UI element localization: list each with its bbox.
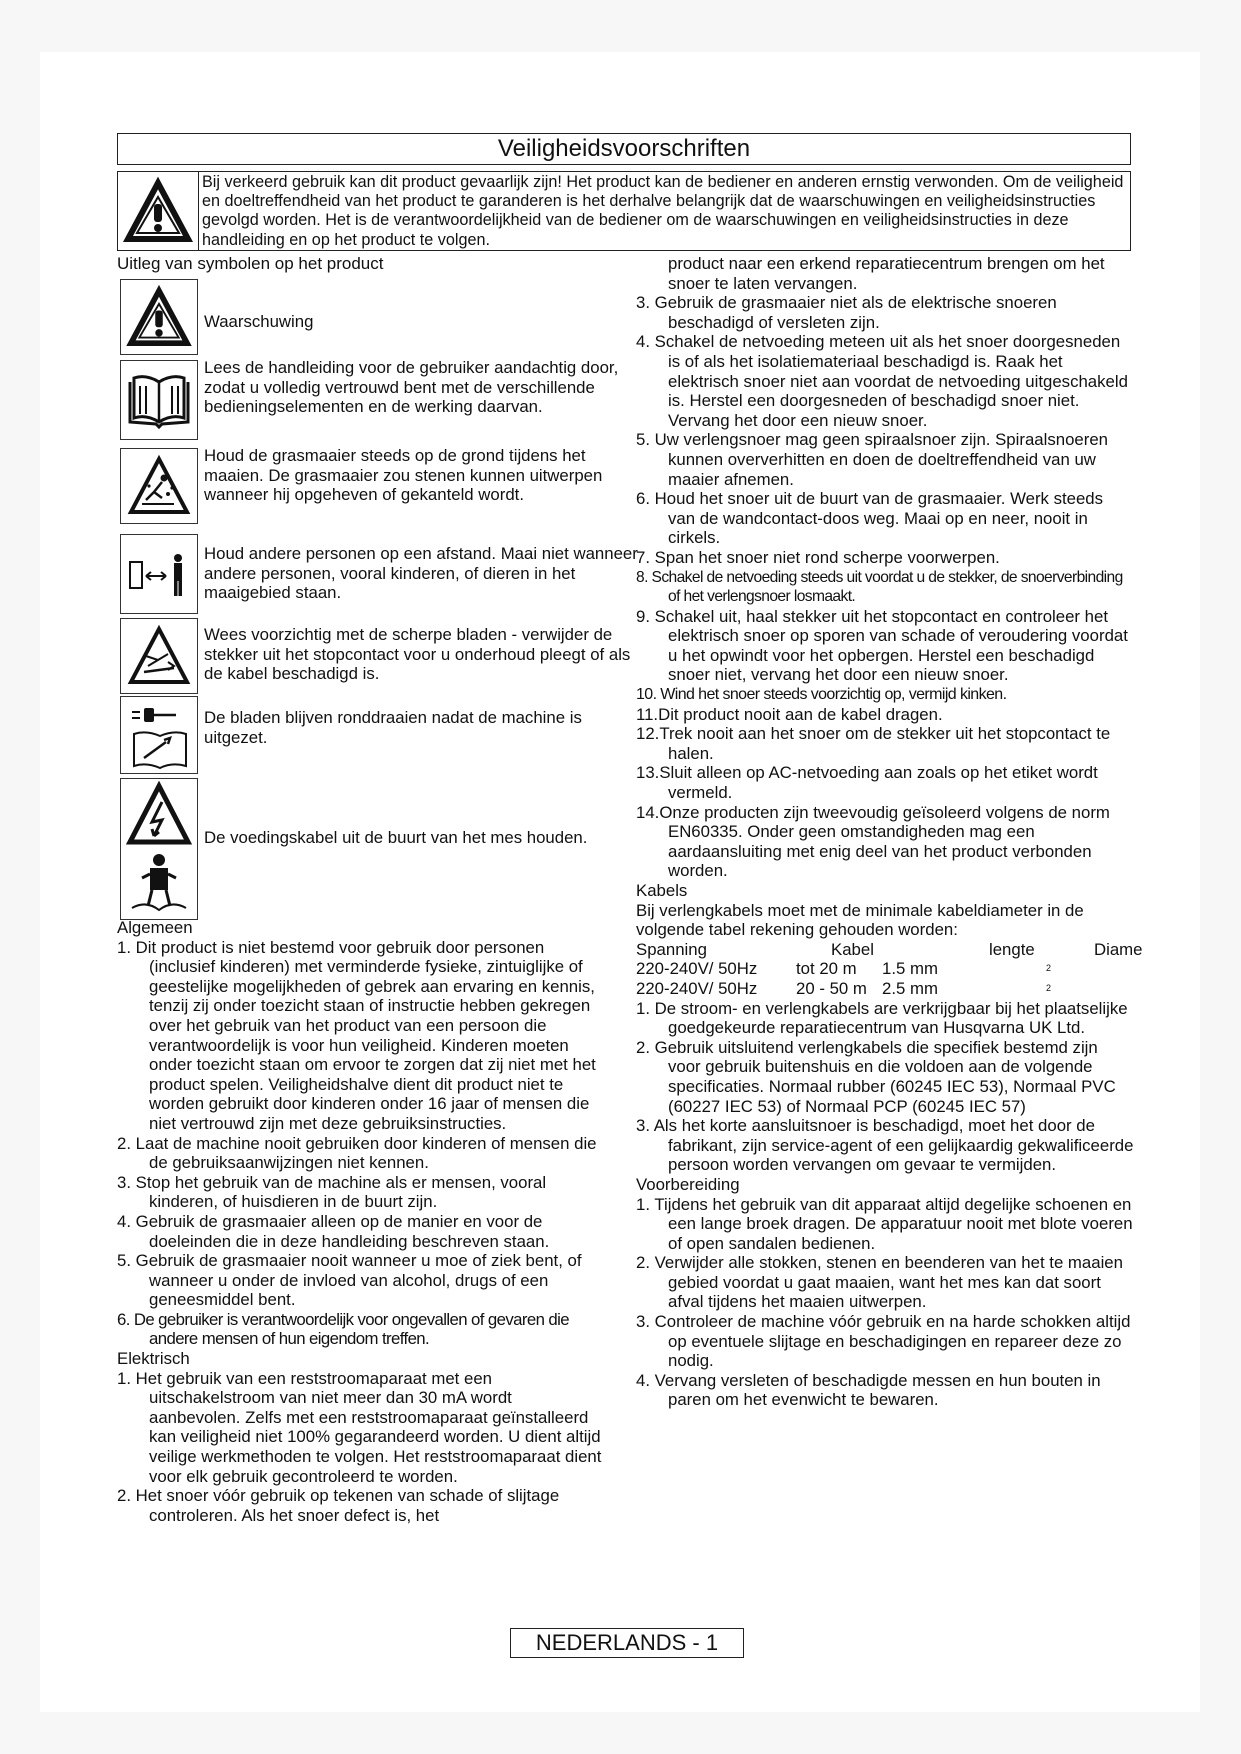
- symbol-text: Waarschuwing: [204, 312, 314, 331]
- list-item: 12.Trek nooit aan het snoer om de stekker uit het stopcontact te halen.: [636, 724, 1111, 763]
- list-item: 2. Gebruik uitsluitend verlengkabels die specifiek bestemd zijn voor gebruik buitenshuis en die voldoen aan de volgende specificaties. Normaal rubber (60245 IEC 53), Normaal PVC (60227 IEC 53) of Normaal PCP (60245 IEC 57): [636, 1037, 1116, 1116]
- list-item: 9. Schakel uit, haal stekker uit het stopcontact en controleer het elektrisch snoer op sporen van schade of veroudering voordat u het opwindt voor het opbergen. Herstel een beschadigd snoer niet, vervang het door een nieuw snoer.: [636, 606, 1128, 685]
- page-title: Veiligheidsvoorschriften: [117, 133, 1131, 165]
- open-book-icon: [120, 360, 198, 440]
- symbol-text: De voedingskabel uit de buurt van het mes houden.: [204, 828, 588, 847]
- table-header: lengte: [989, 939, 1035, 959]
- kabels-intro: Bij verlengkabels moet met de minimale kabeldiameter in de volgende tabel rekening gehouden worden:: [636, 900, 1084, 940]
- symbol-text: Lees de handleiding voor de gebruiker aandachtig door, zodat u volledig vertrouwd bent met de verschillende bedieningselementen en de werking daarvan.: [204, 358, 619, 417]
- table-cell-sup: 2: [1046, 963, 1052, 974]
- table-cell: 220-240V/ 50Hz: [636, 978, 758, 998]
- table-cell: 220-240V/ 50Hz: [636, 959, 758, 979]
- table-row: [636, 979, 1134, 999]
- thrown-objects-icon: [120, 448, 198, 524]
- table-cell: 20 - 50 m: [796, 978, 867, 998]
- list-item: 5. Gebruik de grasmaaier nooit wanneer u moe of ziek bent, of wanneer u onder de invloed van alcohol, drugs of een geneesmiddel bent.: [117, 1251, 582, 1310]
- table-cell: 2.5 mm: [882, 978, 938, 998]
- table-cell: tot 20 m: [796, 959, 857, 979]
- list-item: 4. Schakel de netvoeding meteen uit als het snoer doorgesneden is of als het isolatiemateriaal beschadigd is. Raak het elektrisch snoer niet aan voordat de netvoeding uitgeschakeld is. Herstel een doorgesneden of beschadigd snoer niet. Vervang het door een nieuw snoer.: [636, 332, 1128, 430]
- table-cell: 1.5 mm: [882, 959, 938, 979]
- section-heading: Kabels: [636, 881, 688, 900]
- list-item: 1. Dit product is niet bestemd voor gebruik door personen (inclusief kinderen) met verminderde fysieke, zintuiglijke of geestelijke mogelijkheden of gebrek aan ervaring en kennis, tenzij zij onder toezicht staan of instructie hebben gekregen over het gebruik van het product van een persoon die verantwoordelijk is voor hun veiligheid. Kinderen moeten onder toezicht staan om ervoor te zorgen dat zij niet met het product spelen. Veiligheidshalve dient dit product niet te worden gebruikt door kinderen onder 16 jaar of mensen die niet vertrouwd zijn met deze gebruiksinstructies.: [117, 937, 596, 1133]
- page-footer: NEDERLANDS - 1: [510, 1628, 744, 1658]
- list-item-continuation: product naar een erkend reparatiecentrum brengen om het snoer te laten vervangen.: [668, 254, 1105, 293]
- section-heading: Algemeen: [117, 918, 193, 937]
- list-item: 1. Het gebruik van een reststroomaparaat met een uitschakelstroom van niet meer dan 30 mA wordt aanbevolen. Zelfs met een reststroomaparaat geïnstalleerd kan veiligheid niet 100% gegarandeerd worden. U dient altijd veilige werkmethoden te volgen. Het reststroomaparaat dient voor elk gebruik gecontroleerd te worden.: [117, 1368, 602, 1486]
- list-item: 2. Verwijder alle stokken, stenen en beenderen van het te maaien gebied voordat u gaat maaien, want het mes kan dat soort afval tijdens het maaien uitwerpen.: [636, 1253, 1123, 1312]
- list-item: 11.Dit product nooit aan de kabel dragen.: [636, 704, 943, 724]
- list-item: 6. Houd het snoer uit de buurt van de grasmaaier. Werk steeds van de wandcontact-doos weg. Maai op en neer, nooit in cirkels.: [636, 489, 1104, 548]
- sharp-blades-icon: [120, 618, 198, 694]
- table-row: [636, 959, 1134, 979]
- unplug-icon: [120, 696, 198, 774]
- warning-triangle-icon: [120, 279, 198, 355]
- symbols-heading: Uitleg van symbolen op het product: [117, 254, 384, 273]
- symbol-text: De bladen blijven ronddraaien nadat de machine is uitgezet.: [204, 708, 582, 747]
- list-item: 1. Tijdens het gebruik van dit apparaat altijd degelijke schoenen en een lange broek dragen. De apparatuur nooit met blote voeren of open sandalen bedienen.: [636, 1194, 1133, 1253]
- cable-table-header: [636, 939, 1143, 960]
- warning-intro-text: Bij verkeerd gebruik kan dit product gevaarlijk zijn! Het product kan de bediener en anderen ernstig verwonden. Om de veiligheid en doeltreffendheid van het product te garanderen is het derhalve belangrijk dat de waarschuwingen en veiligheidsinstructies gevolgd worden. Het is de verantwoordelijkheid van de bediener om de waarschuwingen en veiligheidsinstructies in deze handleiding en op het product te volgen.: [202, 173, 1124, 249]
- list-item: 8. Schakel de netvoeding steeds uit voordat u de stekker, de snoerverbinding of het verlengsnoer losmaakt.: [636, 568, 1123, 606]
- list-item: 4. Vervang versleten of beschadigde messen en hun bouten in paren om het evenwicht te bewaren.: [636, 1370, 1101, 1410]
- section-algemeen: [117, 918, 607, 1525]
- list-item: 13.Sluit alleen op AC-netvoeding aan zoals op het etiket wordt vermeld.: [636, 763, 1098, 803]
- list-item: 3. Als het korte aansluitsnoer is beschadigd, moet het door de fabrikant, zijn service-agent of een gelijkaardig gekwalificeerde persoon worden vervangen om gevaar te vermijden.: [636, 1116, 1134, 1175]
- list-item: 3. Stop het gebruik van de machine als er mensen, vooral kinderen, of huisdieren in de buurt zijn.: [117, 1172, 547, 1212]
- table-cell-sup: 2: [1046, 982, 1052, 993]
- list-item: 4. Gebruik de grasmaaier alleen op de manier en voor de doeleinden die in deze handleiding beschreven staan.: [117, 1211, 550, 1251]
- section-heading: Elektrisch: [117, 1349, 190, 1369]
- warning-intro-box: [117, 171, 1131, 251]
- list-item: 6. De gebruiker is verantwoordelijk voor ongevallen of gevaren die andere mensen of hun eigendom treffen.: [117, 1309, 569, 1349]
- list-item: 3. Controleer de machine vóór gebruik en na harde schokken altijd op eventuele slijtage en beschadigingen en repareer deze zo nodig.: [636, 1312, 1131, 1371]
- table-header: Spanning: [636, 939, 707, 959]
- list-item: 10. Wind het snoer steeds voorzichtig op, vermijd kinken.: [636, 686, 1007, 704]
- list-item: 1. De stroom- en verlengkabels are verkrijgbaar bij het plaatselijke goedgekeurde reparatiecentrum van Husqvarna UK Ltd.: [636, 998, 1128, 1038]
- right-column: [636, 254, 1143, 1410]
- symbol-text: Houd de grasmaaier steeds op de grond tijdens het maaien. De grasmaaier zou stenen kunnen uitwerpen wanneer hij opgeheven of gekanteld wordt.: [204, 446, 603, 505]
- table-header: Diame: [1094, 939, 1143, 959]
- list-item: 14.Onze producten zijn tweevoudig geïsoleerd volgens de norm EN60335. Onder geen omstandigheden mag een aardaansluiting met enig deel van het product verbonden worden.: [636, 802, 1110, 881]
- list-item: 5. Uw verlengsnoer mag geen spiraalsnoer zijn. Spiraalsnoeren kunnen oververhitten en doen de doeltreffendheid van uw maaier afnemen.: [636, 430, 1108, 489]
- list-item: 3. Gebruik de grasmaaier niet als de elektrische snoeren beschadigd of versleten zijn.: [636, 293, 1057, 332]
- list-item: 2. Laat de machine nooit gebruiken door kinderen of mensen die de gebruiksaanwijzingen niet kennen.: [117, 1133, 597, 1173]
- symbol-text: Houd andere personen op een afstand. Maai niet wanneer andere personen, vooral kinderen, of dieren in het maaigebied staan.: [204, 544, 638, 603]
- warning-triangle-icon: [118, 172, 199, 250]
- keep-distance-icon: [120, 534, 198, 614]
- list-item: 7. Span het snoer niet rond scherpe voorwerpen.: [636, 547, 1000, 567]
- table-header: Kabel: [831, 939, 874, 959]
- electric-shock-icon: [120, 778, 198, 920]
- section-heading: Voorbereiding: [636, 1174, 740, 1194]
- list-item: 2. Het snoer vóór gebruik op tekenen van schade of slijtage controleren. Als het snoer defect is, het: [117, 1486, 560, 1525]
- symbol-text: Wees voorzichtig met de scherpe bladen - verwijder de stekker uit het stopcontact voor u onderhoud pleegt of als de kabel beschadigd is.: [204, 625, 631, 684]
